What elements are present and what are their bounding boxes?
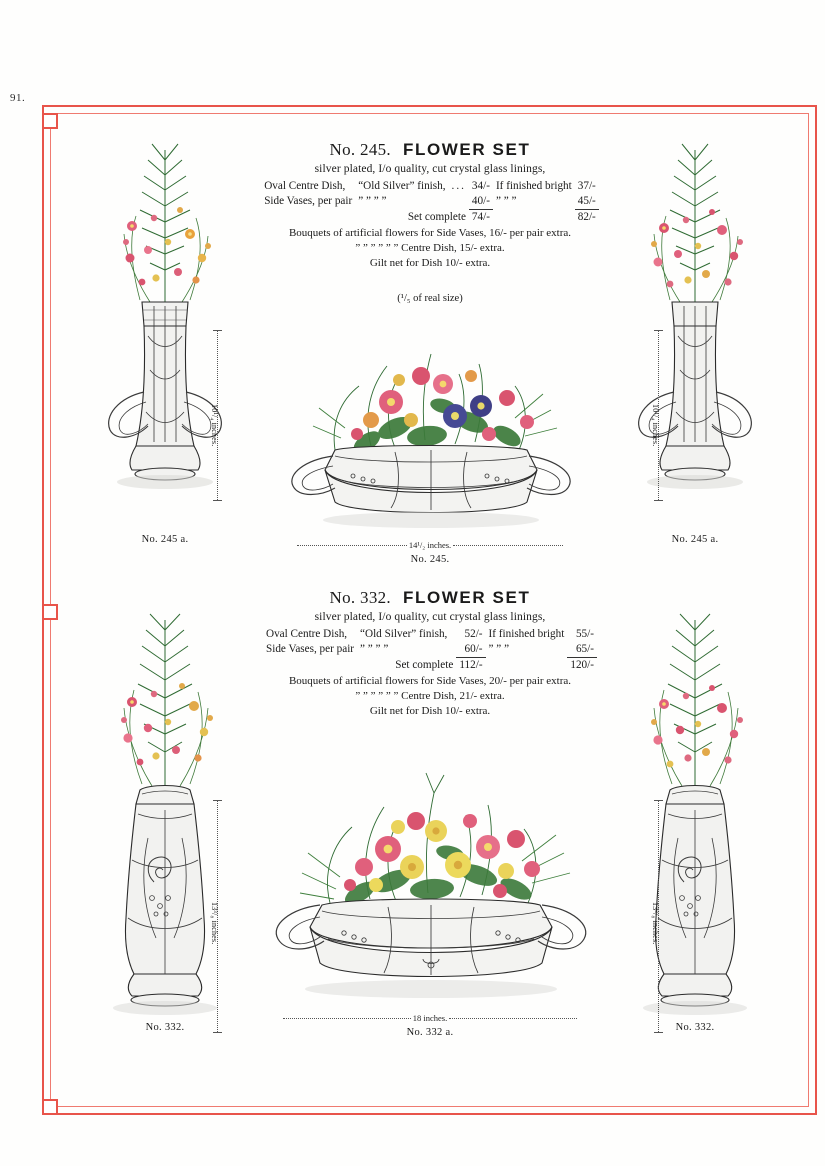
price-row-bright-price: 55/-	[575, 628, 594, 640]
scale-note-245: (¹/₅ of real size)	[397, 292, 463, 304]
plate-332a-centre	[260, 743, 600, 1038]
price-row-bright-label: If finished bright	[495, 180, 572, 192]
section-subtitle-332: silver plated, I/o quality, cut crystal glass linings,	[314, 611, 546, 623]
price-row-price: 34/-	[471, 180, 490, 192]
frame-corner-middle-left	[42, 604, 58, 620]
extras-line: Bouquets of artificial flowers for Side Vases, 20/- per pair extra.	[288, 675, 572, 688]
set-complete-label: Set complete	[407, 210, 466, 223]
set-complete-price: 74/-	[471, 210, 490, 223]
plate-caption-245-centre: No. 245.	[410, 554, 450, 565]
frame-corner-top-right	[0, 0, 10, 10]
price-row-bright-price: 65/-	[567, 642, 597, 657]
price-row-price: 60/-	[456, 642, 485, 657]
price-row-dots: ...	[451, 180, 466, 192]
price-row	[263, 627, 597, 642]
section-title-332: FLOWER SET	[402, 588, 531, 607]
price-row-label: Oval Centre Dish,	[264, 180, 346, 192]
plate-245-centre	[275, 310, 585, 565]
plate-caption-332a-centre: No. 332 a.	[406, 1027, 454, 1038]
set-complete-price: 112/-	[459, 658, 483, 671]
price-row-finish: ” ” ” ”	[360, 643, 389, 656]
plate-245a-right	[600, 130, 790, 545]
price-row-price: 52/-	[464, 628, 483, 640]
price-row	[263, 642, 597, 657]
price-row	[261, 194, 599, 209]
extras-line: Bouquets of artificial flowers for Side Vases, 16/- per pair extra.	[288, 227, 572, 240]
engraving-centre-dish-332a	[260, 743, 600, 1013]
measure-332a-centre: 18 inches.	[260, 1013, 600, 1023]
price-row-bright-label: ” ” ”	[488, 643, 510, 656]
extras-line: ” ” ” ” ” ” Centre Dish, 15/- extra.	[355, 242, 505, 255]
plate-245a-left	[70, 130, 260, 545]
section-number-245: No. 245.	[329, 140, 391, 159]
engraving-centre-dish-245	[275, 310, 585, 540]
price-row-label: Oval Centre Dish,	[266, 628, 348, 640]
section-subtitle-245: silver plated, I/o quality, cut crystal glass linings,	[314, 163, 546, 175]
engraving-vase-332-left	[70, 598, 260, 1018]
price-row	[261, 179, 599, 194]
price-row-bright-label: If finished bright	[488, 628, 565, 640]
set-complete-bright-price: 120/-	[570, 658, 594, 671]
engraving-vase-332-right	[600, 598, 790, 1018]
set-complete-label: Set complete	[395, 658, 454, 671]
frame-corner-top-left	[42, 113, 58, 129]
price-row-label: Side Vases, per pair	[266, 643, 355, 656]
price-row-label: Side Vases, per pair	[264, 195, 353, 208]
set-complete-bright-price: 82/-	[577, 210, 596, 223]
plate-caption-332-right: No. 332.	[675, 1022, 715, 1033]
price-row-finish: “Old Silver” finish,	[360, 628, 448, 640]
price-row-bright-price: 45/-	[575, 194, 599, 209]
engraving-vase-245a-left	[70, 130, 260, 530]
frame-corner-bottom-left	[42, 1099, 58, 1115]
flower-set-section-245: No. 245. FLOWER SET silver plated, I/o quality, cut crystal glass linings, Oval Centre Dish, “Old Silver” finish, ... 34/- If finished bright 37/- Side Vases, per pair ” ” ” ” 40/- ” ” ” 45/- Set complete 74/- 82/- Bouquets of artificial flowers for Side Vases, 16/- per pair extra. ” ” ” ” ” ” Centre Dish, 15/- extra. Gilt net for Dish 10/- extra. (¹/₅ of real size) No. 245 a. 10¹/₄ inches. 14¹/₂ inches. No. 245. No. 245 a. 10¹/₄ inches.	[60, 140, 800, 580]
price-table-332	[263, 627, 597, 672]
measure-245-centre: 14¹/₂ inches.	[275, 540, 585, 550]
section-title-245: FLOWER SET	[402, 140, 531, 159]
price-row-dots	[449, 194, 469, 209]
plate-332-left	[70, 598, 260, 1033]
flower-set-section-332: No. 332. FLOWER SET silver plated, I/o quality, cut crystal glass linings, Oval Centre Dish, “Old Silver” finish, 52/- If finished bright 55/- Side Vases, per pair ” ” ” ” 60/- ” ” ” 65/- Set complete 112/- 120/- Bouquets of artificial flowers for Side Vases, 20/- per pair extra. ” ” ” ” ” ” Centre Dish, 21/- extra. Gilt net for Dish 10/- extra. No. 332. 13³/₈ inches. 18 inches. No. 332 a. No. 332. 13³/₈ inches.	[60, 588, 800, 1068]
page-number: 91.	[10, 92, 26, 104]
price-row-finish: “Old Silver” finish,	[358, 180, 446, 192]
price-row-finish: ” ” ” ”	[358, 195, 387, 208]
price-row-bright-label: ” ” ”	[495, 195, 517, 208]
price-total-row	[261, 209, 599, 224]
extras-line: Gilt net for Dish 10/- extra.	[369, 257, 491, 270]
price-total-row	[263, 657, 597, 672]
price-table-245	[261, 179, 599, 224]
section-number-332: No. 332.	[329, 588, 391, 607]
price-row-bright-price: 37/-	[577, 180, 596, 192]
plate-caption-332-left: No. 332.	[145, 1022, 185, 1033]
plate-332-right	[600, 598, 790, 1033]
price-row-price: 40/-	[469, 194, 493, 209]
extras-line: Gilt net for Dish 10/- extra.	[369, 705, 491, 718]
engraving-vase-245a-right	[600, 130, 790, 530]
plate-caption-245a-left: No. 245 a.	[141, 534, 189, 545]
extras-line: ” ” ” ” ” ” Centre Dish, 21/- extra.	[355, 690, 505, 703]
plate-caption-245a-right: No. 245 a.	[671, 534, 719, 545]
